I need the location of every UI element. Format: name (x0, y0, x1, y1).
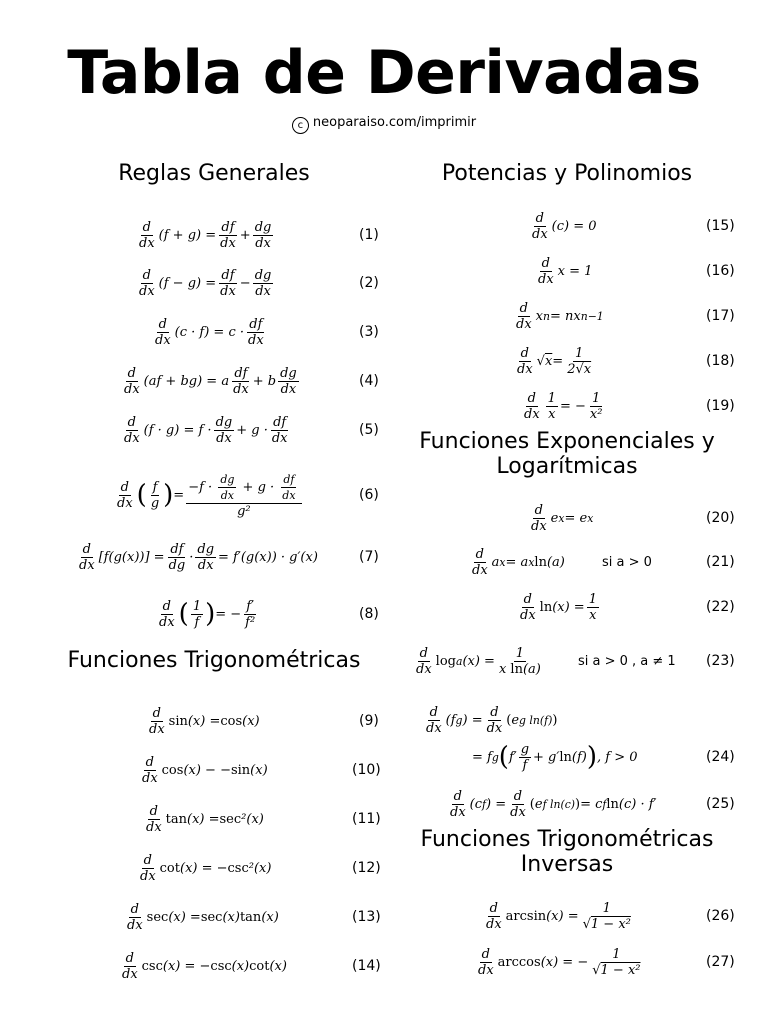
formula-26 (400, 893, 768, 939)
formula-number: (23) (706, 653, 735, 669)
formula-number: (5) (359, 422, 379, 438)
formula-number: (15) (706, 218, 735, 234)
formula-27 (400, 939, 768, 985)
formula-23-expr: d dx log a (x) = 1 x ln(a) (416, 645, 541, 677)
formula-number: (24) (706, 749, 735, 765)
formula-4-expr: d dx (af + bg) = a df dx + b dg dx (124, 365, 297, 397)
formula-number: (6) (359, 487, 379, 503)
formula-12 (0, 845, 400, 891)
formula-24-expr-line1: d dx (f g ) = d dx ( e g ln(f) ) (426, 704, 558, 736)
formula-number: (4) (359, 373, 379, 389)
formula-6-expr: d dx ( f g ) = −f · $\frac{dg}{dx}$ + g · $\frac{df}{dx}$ g² (113, 472, 304, 518)
formula-21 (400, 539, 768, 585)
formula-number: (12) (352, 860, 381, 876)
formula-1 (0, 212, 400, 258)
formula-number: (2) (359, 275, 379, 291)
formula-20-expr: d dx e x = e x (531, 502, 594, 534)
formula-21-expr: d dx a x = a x ln (a) (472, 546, 565, 578)
formula-22-expr: d dx ln (x) = 1 x (520, 591, 597, 623)
formula-9 (0, 698, 400, 744)
formula-22 (400, 584, 768, 630)
formula-3-expr: d dx (c · f) = c · df dx (155, 316, 264, 348)
formula-number: (17) (706, 308, 735, 324)
copyright-icon: c (292, 117, 309, 134)
formula-number: (22) (706, 599, 735, 615)
formula-1-expr: d dx (f + g) = df dx + dg dx (139, 219, 272, 251)
formula-5 (0, 407, 400, 453)
formula-number: (1) (359, 227, 379, 243)
formula-number: (13) (352, 909, 381, 925)
formula-5-expr: d dx (f · g) = f · dg dx + g · df dx (124, 414, 288, 446)
formula-number: (8) (359, 606, 379, 622)
formula-7 (0, 534, 400, 580)
formula-number: (19) (706, 398, 735, 414)
formula-number: (18) (706, 353, 735, 369)
formula-25-expr: d dx (c f ) = d dx ( e f ln(c) ) = c f ln (c) · f′ (450, 788, 657, 820)
formula-number: (3) (359, 324, 379, 340)
formula-3 (0, 309, 400, 355)
formula-number: (16) (706, 263, 735, 279)
page-title: Tabla de Derivadas (67, 38, 701, 108)
formula-number: (25) (706, 796, 735, 812)
formula-26-expr: d dx arcsin (x) = 1 √1 − x² (486, 900, 631, 932)
formula-2-expr: d dx (f − g) = df dx − dg dx (139, 267, 272, 299)
section-invtrig: Funciones Trigonométricas Inversas (420, 827, 714, 877)
formula-9-expr: d dx sin (x) = cos (x) (149, 705, 260, 737)
formula-21-condition: si a > 0 (602, 554, 652, 570)
section-exp: Funciones Exponenciales y Logarítmicas (419, 429, 715, 479)
formula-27-expr: d dx arccos (x) = − 1 √1 − x² (478, 946, 641, 978)
formula-number: (7) (359, 549, 379, 565)
formula-number: (21) (706, 554, 735, 570)
formula-13 (0, 894, 400, 940)
formula-number: (9) (359, 713, 379, 729)
formula-11 (0, 796, 400, 842)
formula-6 (0, 472, 400, 518)
section-general: Reglas Generales (118, 161, 310, 186)
formula-8 (0, 591, 400, 637)
formula-25 (400, 781, 768, 827)
formula-24-expr-line2: = f g ( f′ g f + g′ ln (f) ) , f > 0 (472, 741, 638, 773)
formula-23 (400, 638, 768, 684)
formula-15-expr: d dx (c) = 0 (532, 210, 597, 242)
formula-14-expr: d dx csc (x) = − csc (x) cot (x) (122, 950, 287, 982)
formula-14 (0, 943, 400, 989)
formula-number: (27) (706, 954, 735, 970)
formula-10-expr: d dx cos (x) − − sin (x) (142, 754, 268, 786)
formula-10 (0, 747, 400, 793)
formula-15 (400, 203, 768, 249)
formula-24 (400, 700, 768, 773)
formula-23-condition: si a > 0 , a ≠ 1 (578, 653, 676, 669)
formula-16-expr: d dx x = 1 (538, 255, 593, 287)
formula-18 (400, 338, 768, 384)
credit-line (0, 115, 768, 134)
formula-number: (20) (706, 510, 735, 526)
formula-8-expr: d dx ( 1 f ) = − f′ f² (159, 598, 256, 630)
formula-19 (400, 383, 768, 429)
formula-17 (400, 293, 768, 339)
section-trig: Funciones Trigonométricas (67, 648, 361, 673)
formula-4 (0, 358, 400, 404)
formula-12-expr: d dx cot (x) = − csc ²(x) (140, 852, 272, 884)
formula-2 (0, 260, 400, 306)
formula-number: (10) (352, 762, 381, 778)
formula-13-expr: d dx sec (x) = sec (x) tan (x) (127, 901, 279, 933)
formula-number: (11) (352, 811, 381, 827)
formula-17-expr: d dx x n = nx n−1 (516, 300, 604, 332)
formula-16 (400, 248, 768, 294)
section-powers: Potencias y Polinomios (441, 161, 693, 186)
formula-18-expr: d dx √ x = 1 2√x (517, 345, 592, 377)
formula-7-expr: d dx [f(g(x))] = df dg · dg dx = f′(g(x)) · g′(x) (79, 541, 318, 573)
formula-11-expr: d dx tan (x) = sec ²(x) (146, 803, 264, 835)
credit-url: neoparaiso.com/imprimir (312, 115, 477, 130)
formula-20 (400, 495, 768, 541)
formula-number: (26) (706, 908, 735, 924)
formula-number: (14) (352, 958, 381, 974)
formula-19-expr: d dx 1 x = − 1 x² (524, 390, 603, 422)
